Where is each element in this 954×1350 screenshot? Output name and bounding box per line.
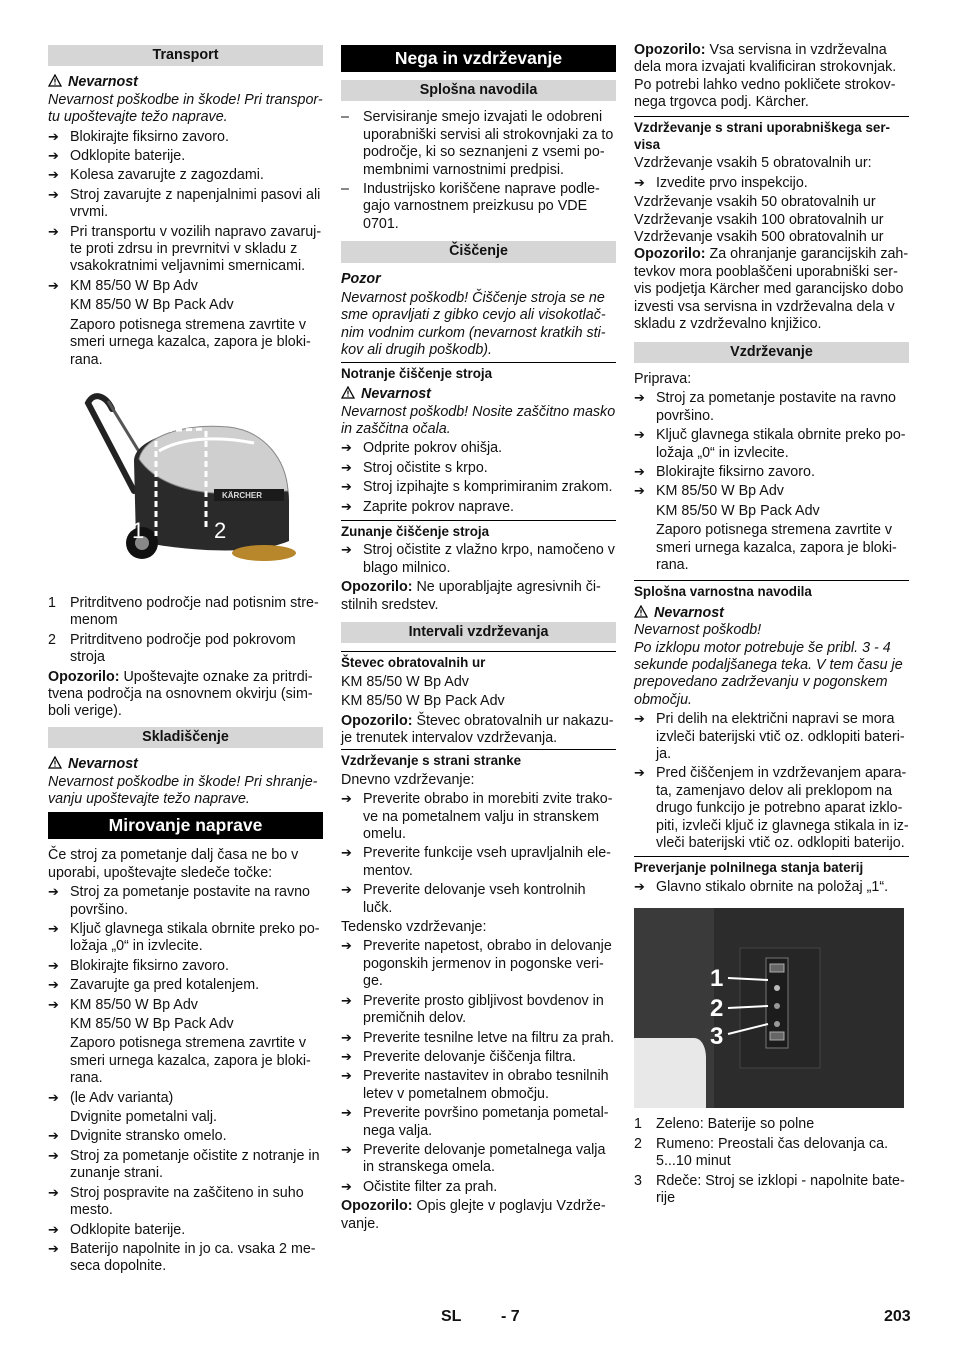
figure-label-1: 1	[710, 965, 724, 993]
battery-indicator-figure	[634, 908, 909, 1110]
subheading-battery-check: Preverjanje polnilnega stanja baterij	[634, 856, 909, 876]
list-item: ➔ Stroj za pometanje postavite na ravno površino.	[634, 390, 909, 425]
daily-label: Dnevno vzdrževanje:	[341, 771, 475, 788]
note-paragraph: Opozorilo: Števec obratovalnih ur nakazu-je trenutek intervalov vzdrževanja.	[341, 712, 614, 746]
list-item: ➔ Glavno stikalo obrnite na položaj „1“.	[634, 879, 909, 896]
legend-item: 1 Pritrditveno področje nad potisnim stre-menom	[48, 594, 319, 629]
danger-warning-text: Nevarnost poškodb! Nosite zaščitno masko in zaščitna očala.	[341, 403, 616, 437]
list-item: ➔ KM 85/50 W Bp Adv	[634, 483, 909, 500]
list-item: ➔ Pri transportu v vozilih napravo zavaruj-te proti zdrsu in prevrnitvi v skladu z vsakokratnimi veljavnimi smernicami.	[48, 224, 323, 276]
caution-title: Pozor	[341, 270, 381, 287]
interval-label: Vzdrževanje vsakih 5 obratovalnih ur:	[634, 155, 872, 172]
list-item: ➔ Preverite funkcije vseh upravljalnih ele-mentov.	[341, 845, 616, 880]
legend-item: 3 Rdeče: Stroj se izklopi - napolnite bate-rije	[634, 1172, 905, 1206]
danger-warning-text: Nevarnost poškodb!	[634, 622, 762, 639]
list-item-continuation: Zaporo potisnega stremena zavrtite v smeri urnega kazalca, zapora je bloki-rana.	[70, 1035, 311, 1087]
figure-legend	[48, 595, 323, 667]
list-item: ➔ Preverite obrabo in morebiti zvite trako-ve na pometalnem valju in stranskem omelu.	[341, 791, 616, 843]
chapter-heading-shutdown: Mirovanje naprave	[48, 812, 323, 839]
warning-triangle-icon	[634, 605, 648, 617]
model-name: KM 85/50 W Bp Pack Adv	[70, 1016, 234, 1033]
list-item-continuation: Zaporo potisnega stremena zavrtite v smeri urnega kazalca, zapora je bloki-rana.	[70, 316, 311, 368]
note-paragraph: Opozorilo: Upoštevajte oznake za pritrdi-tvena področja na osnovnem okvirju (sim-boli verige).	[48, 668, 313, 720]
list-item: ➔ Stroj očistite s krpo.	[341, 460, 616, 477]
list-item: ➔ Odprite pokrov ohišja.	[341, 440, 616, 457]
danger-warning-text: Po izklopu motor potrebuje še pribl. 3 - 4 sekunde podaljšanega teka. V tem času je prepovedano zadrževanju v pogonskem območju.	[634, 639, 903, 708]
interval-label: Vzdrževanje vsakih 500 obratovalnih ur	[634, 229, 884, 246]
list-item: ➔ Stroj za pometanje postavite na ravno površino.	[48, 884, 323, 919]
list-item: ➔ Pri delih na električni napravi se mora izvleči baterijski vtič oz. odklopiti bateri-ja.	[634, 711, 909, 763]
danger-warning-title: Nevarnost	[341, 386, 616, 403]
list-item: ➔ Preverite delovanje čiščenja filtra.	[341, 1049, 616, 1066]
list-item: ➔ Baterijo napolnite in jo ca. vsaka 2 me-seca dopolnite.	[48, 1241, 323, 1276]
figure-legend	[634, 1116, 909, 1207]
list-item: – Industrijsko koriščene naprave podle-gajo varnostnem preizkusu po VDE 0701.	[341, 181, 616, 233]
list-item: ➔ Zavarujte ga pred kotalenjem.	[48, 977, 323, 994]
figure-label-3: 3	[710, 1023, 724, 1051]
note-paragraph: Opozorilo: Za ohranjanje garancijskih zah-tevkov mora pooblaščeni uporabniški ser-vis podjetja Kärcher med garancijsko dobo izvesti vsa servisna in vzdrževalna dela v skladu z vzdrževalno knjižico.	[634, 246, 909, 333]
footer-page-number: - 7	[501, 1308, 520, 1325]
shutdown-steps	[48, 884, 323, 1014]
list-item: ➔ Odklopite baterije.	[48, 148, 323, 165]
warning-triangle-icon	[341, 386, 355, 398]
model-name: KM 85/50 W Bp Pack Adv	[656, 502, 820, 519]
legend-item: 1 Zeleno: Baterije so polne	[634, 1116, 815, 1133]
danger-warning-text: Nevarnost poškodbe in škode! Pri transpor-tu upoštevajte težo naprave.	[48, 91, 323, 126]
warning-triangle-icon	[48, 756, 62, 768]
list-item: ➔ Stroj pospravite na zaščiteno in suho mesto.	[48, 1185, 323, 1220]
list-item: ➔ Preverite napetost, obrabo in delovanje pogonskih jermenov in pogonske veri-ge.	[341, 938, 616, 990]
subheading-customer-maintenance: Vzdrževanje s strani stranke	[341, 749, 616, 769]
weekly-label: Tedensko vzdrževanje:	[341, 919, 487, 936]
column-left	[48, 42, 323, 1278]
general-instructions	[341, 109, 616, 233]
list-item: ➔ Zaprite pokrov naprave.	[341, 499, 616, 516]
transport-steps	[48, 129, 323, 296]
list-item: ➔ Stroj izpihajte s komprimiranim zrakom.	[341, 479, 616, 496]
interval-label: Vzdrževanje vsakih 100 obratovalnih ur	[634, 211, 884, 228]
interval-label: Vzdrževanje vsakih 50 obratovalnih ur	[634, 194, 876, 211]
list-item: ➔ Dvignite stransko omelo.	[48, 1128, 323, 1145]
list-item: ➔ Preverite nastavitev in obrabo tesnilnih letev v pometalnem območju.	[341, 1068, 616, 1103]
list-item: ➔ Preverite prosto gibljivost bovdenov in premičnih delov.	[341, 993, 616, 1028]
list-item: ➔ Izvedite prvo inspekcijo.	[634, 175, 909, 192]
list-item-continuation: Dvignite pometalni valj.	[70, 1109, 218, 1126]
list-item: ➔ Preverite delovanje vseh kontrolnih lučk.	[341, 882, 616, 917]
model-name: KM 85/50 W Bp Pack Adv	[70, 297, 234, 314]
sweeper-figure	[48, 381, 323, 581]
section-heading-cleaning: Čiščenje	[341, 241, 616, 262]
list-item: ➔ Preverite tesnilne letve na filtru za prah.	[341, 1030, 616, 1047]
list-item: ➔ Stroj zavarujte z napenjalnimi pasovi ali vrvmi.	[48, 187, 323, 222]
note-paragraph: Opozorilo: Opis glejte v poglavju Vzdrže-vanje.	[341, 1198, 606, 1232]
danger-warning-title: Nevarnost	[48, 74, 323, 91]
column-middle	[341, 42, 616, 1235]
section-heading-general: Splošna navodila	[341, 80, 616, 101]
list-item: – Servisiranje smejo izvajati le odobreni uporabniški servisi ali strokovnjaki za to področje, ki so seznanjeni z vsemi po-membnimi varnostnimi predpisi.	[341, 109, 616, 179]
subheading-inner-cleaning: Notranje čiščenje stroja	[341, 362, 616, 382]
list-item: ➔ Blokirajte fiksirno zavoro.	[48, 958, 323, 975]
figure-label-2: 2	[710, 995, 724, 1023]
warning-triangle-icon	[48, 74, 62, 86]
list-item: ➔ Preverite delovanje pometalnega valja in stranskega omela.	[341, 1142, 616, 1177]
section-heading-transport: Transport	[48, 45, 323, 66]
legend-item: 2 Pritrditveno področje pod pokrovom stroja	[48, 631, 296, 666]
chapter-heading-care: Nega in vzdrževanje	[341, 45, 616, 72]
list-item: ➔ KM 85/50 W Bp Adv	[48, 278, 323, 295]
list-item: ➔ (le Adv varianta)	[48, 1090, 323, 1107]
figure-label-1: 1	[132, 517, 145, 543]
intro-paragraph: Če stroj za pometanje dalj časa ne bo v uporabi, upoštevajte sledeče točke:	[48, 847, 299, 881]
list-item: ➔ Kolesa zavarujte z zagozdami.	[48, 167, 323, 184]
danger-warning-title: Nevarnost	[48, 756, 323, 773]
section-heading-intervals: Intervali vzdrževanja	[341, 622, 616, 643]
section-heading-storage: Skladiščenje	[48, 727, 323, 748]
danger-warning-text: Nevarnost poškodbe in škode! Pri shranje-vanju upoštevajte težo naprave.	[48, 773, 318, 807]
subheading-user-service: Vzdrževanje s strani uporabniškega ser-visa	[634, 116, 909, 154]
list-item: ➔ Stroj očistite z vlažno krpo, namočeno v blago milnico.	[341, 542, 616, 577]
model-name: KM 85/50 W Bp Adv	[341, 673, 469, 690]
list-item: ➔ Ključ glavnega stikala obrnite preko po-ložaja „0“ in izvlecite.	[48, 921, 323, 956]
subheading-safety: Splošna varnostna navodila	[634, 580, 909, 600]
note-paragraph: Opozorilo: Ne uporabljajte agresivnih či-stilnih sredstev.	[341, 579, 601, 613]
list-item: ➔ Preverite površino pometanja pometal-nega valja.	[341, 1105, 616, 1140]
list-item: ➔ Pred čiščenjem in vzdrževanjem apara-ta, zamenjavo delov ali preklopom na drugo funkcijo je potrebno aparat izklo-piti, izvleči ključ iz glavnega stikala in iz-vleči baterijski vtič oz. odklopiti baterijo.	[634, 765, 909, 852]
subheading-hour-counter: Števec obratovalnih ur	[341, 651, 616, 671]
footer-language: SL	[441, 1308, 462, 1325]
section-heading-maintenance: Vzdrževanje	[634, 342, 909, 363]
list-item-continuation: Zaporo potisnega stremena zavrtite v smeri urnega kazalca, zapora je bloki-rana.	[656, 522, 897, 573]
subheading-outer-cleaning: Zunanje čiščenje stroja	[341, 520, 616, 540]
footer-total-page: 203	[884, 1308, 911, 1325]
caution-text: Nevarnost poškodb! Čiščenje stroja se ne sme opravljati z gibko cevjo ali visokotlač-nim vodnim curkom (nevarnost kratkih sti-kov ali drugih poškodb).	[341, 290, 606, 359]
legend-item: 2 Rumeno: Preostali čas delovanja ca. 5...10 minut	[634, 1135, 889, 1170]
list-item: ➔ Odklopite baterije.	[48, 1222, 323, 1239]
list-item: ➔ Ključ glavnega stikala obrnite preko po-ložaja „0“ in izvlecite.	[634, 427, 909, 462]
list-item: ➔ Stroj za pometanje očistite z notranje in zunanje strani.	[48, 1148, 323, 1183]
prep-label: Priprava:	[634, 370, 692, 387]
brand-logo-text: KÄRCHER	[222, 490, 262, 500]
figure-label-2: 2	[214, 517, 227, 543]
model-name: KM 85/50 W Bp Pack Adv	[341, 693, 505, 710]
danger-warning-title: Nevarnost	[634, 605, 909, 622]
note-paragraph: Opozorilo: Vsa servisna in vzdrževalna dela mora izvajati kvalificiran strokovnjak. Po potrebi lahko vedno pokličete strokov-nega trgovca podj. Kärcher.	[634, 42, 897, 111]
list-item: ➔ Blokirajte fiksirno zavoro.	[48, 129, 323, 146]
column-right	[634, 42, 909, 1209]
list-item: ➔ Očistite filter za prah.	[341, 1179, 616, 1196]
list-item: ➔ Blokirajte fiksirno zavoro.	[634, 464, 909, 481]
list-item: ➔ KM 85/50 W Bp Adv	[48, 997, 323, 1014]
